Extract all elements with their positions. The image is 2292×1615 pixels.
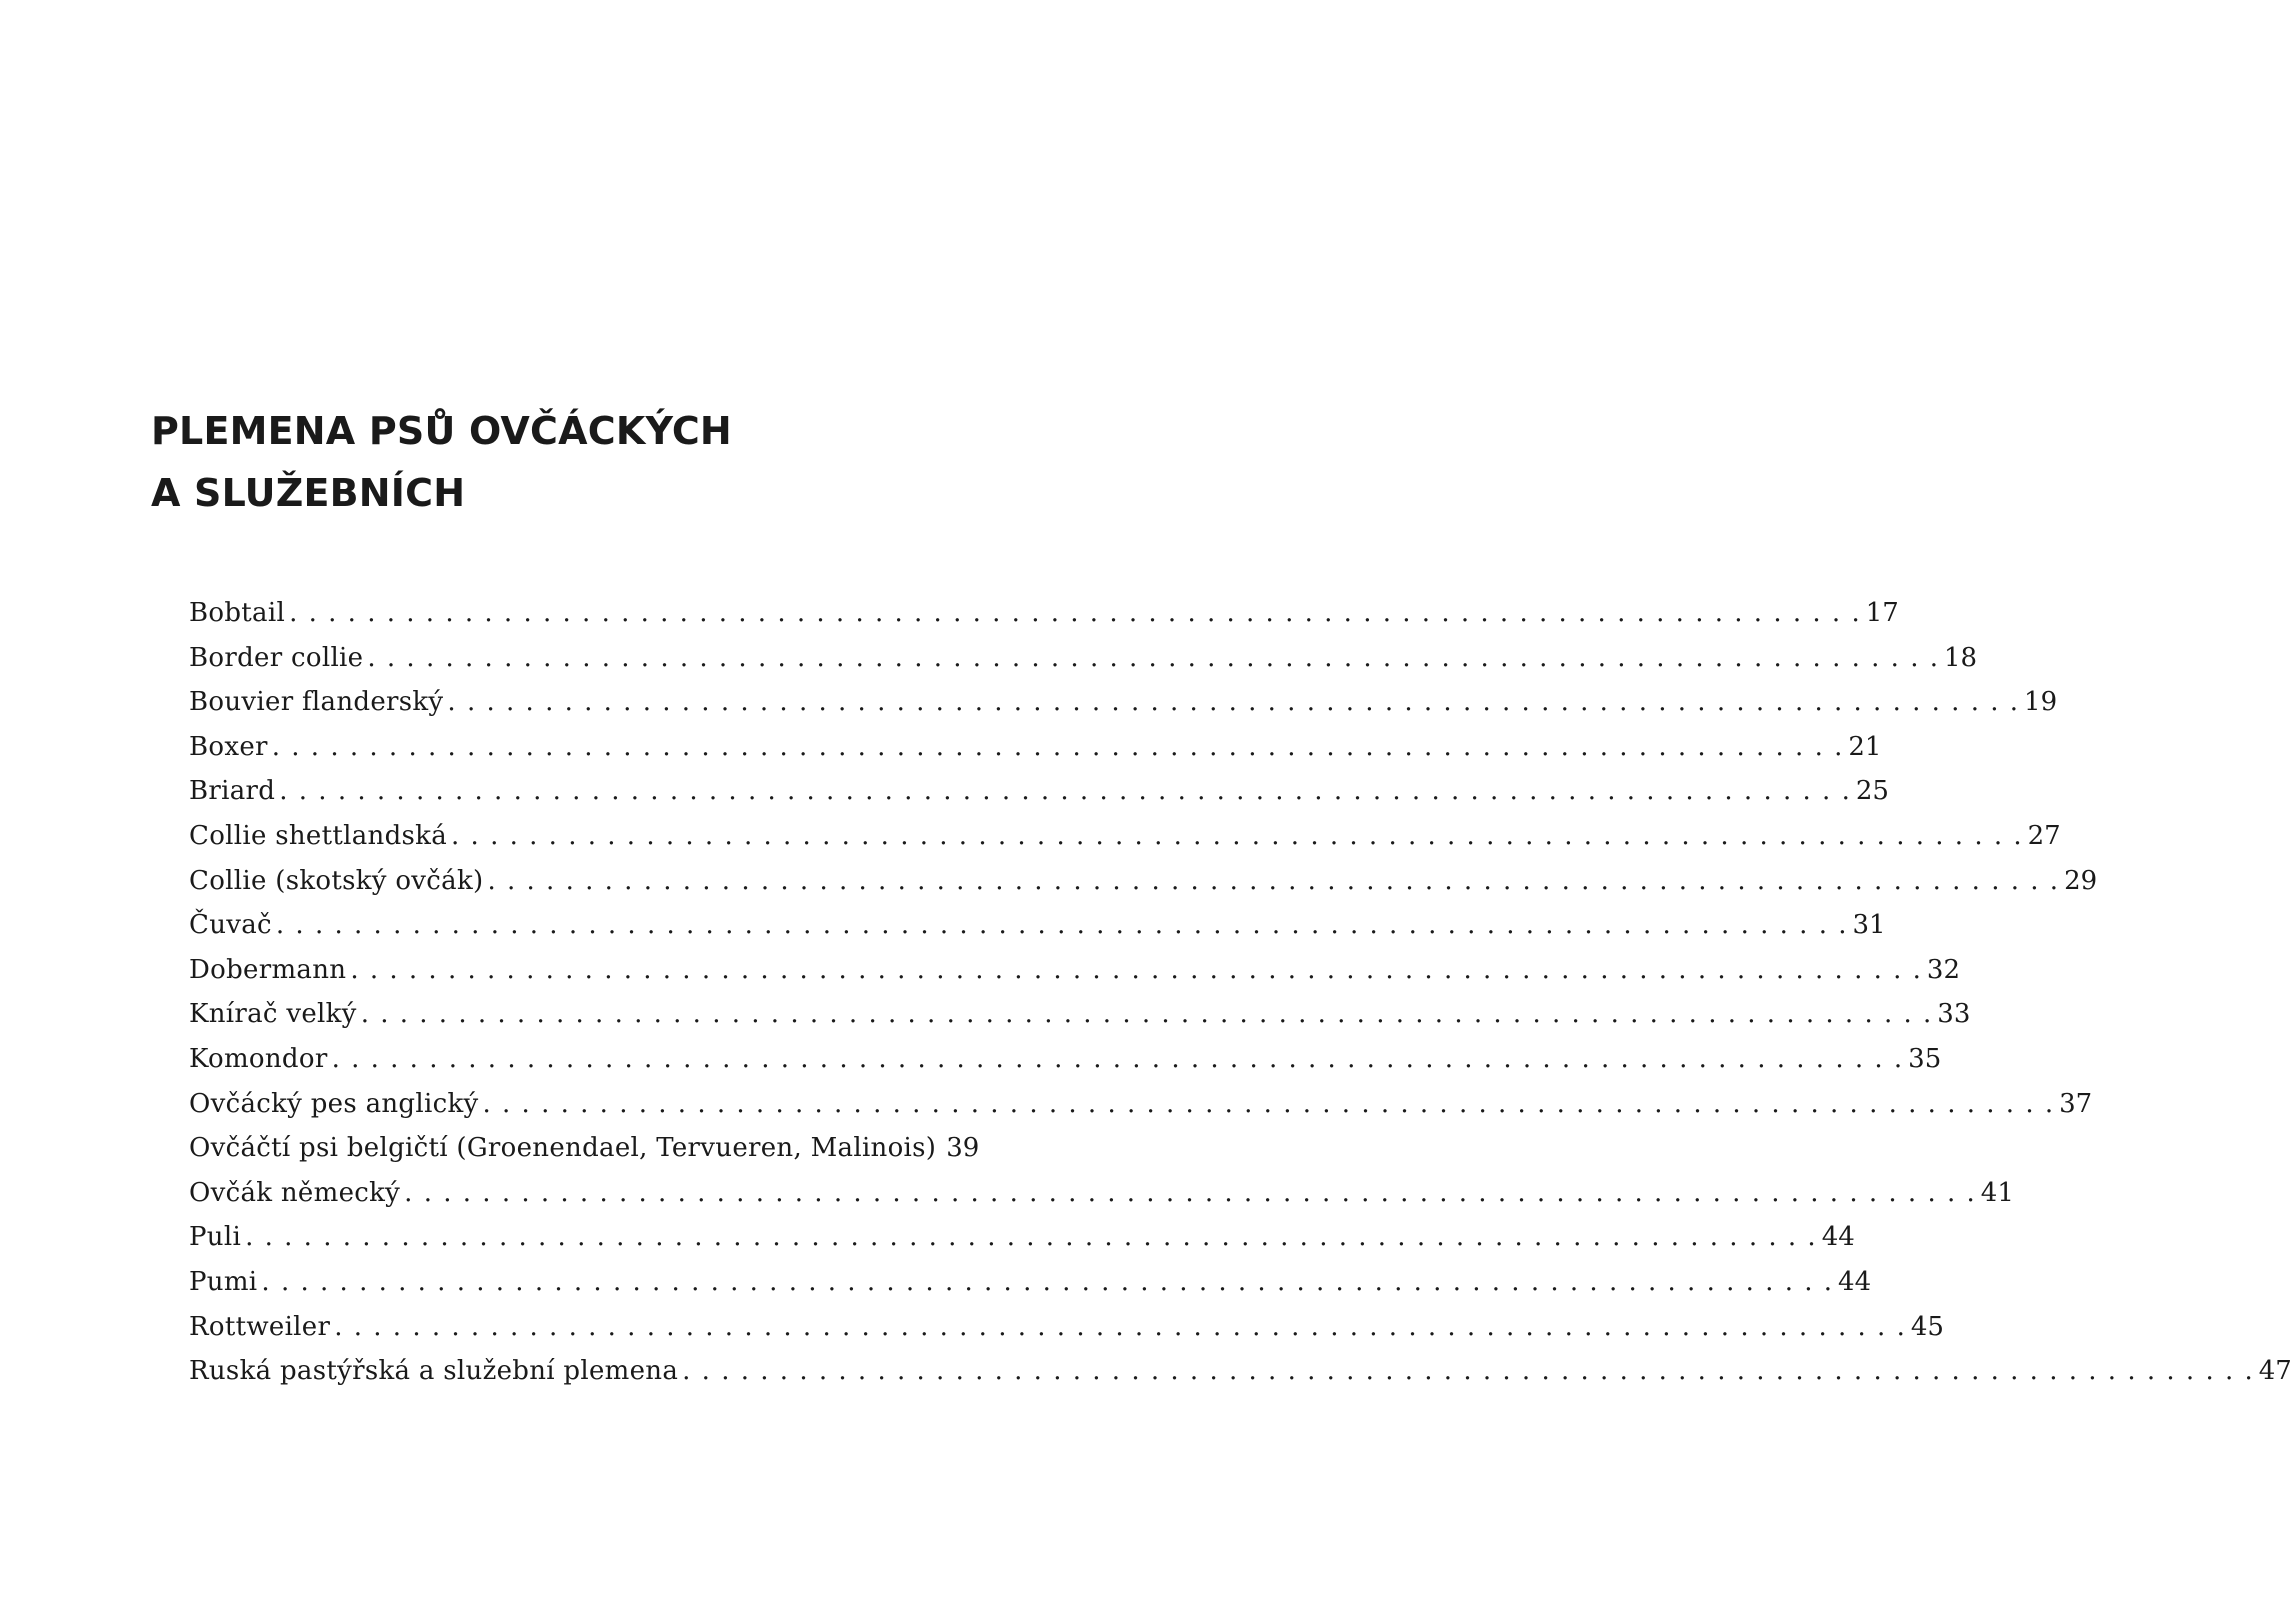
toc-page-number: 44 bbox=[1838, 1266, 1872, 1297]
toc-entry-name: Ovčák německý bbox=[189, 1177, 401, 1208]
toc-entry bbox=[189, 687, 2058, 732]
toc-entry-name: Bouvier flanderský bbox=[189, 687, 444, 718]
toc-dot-leader bbox=[272, 732, 1843, 762]
toc-dot-leader bbox=[245, 1222, 1816, 1252]
toc-entry bbox=[189, 1311, 1944, 1357]
toc-dot-leader bbox=[350, 955, 1921, 985]
toc-page-number: 44 bbox=[1821, 1222, 1855, 1253]
toc-page-number: 31 bbox=[1852, 910, 1886, 941]
toc-entry bbox=[189, 865, 2098, 911]
toc-page-number: 21 bbox=[1848, 731, 1882, 762]
toc-entry-name: Bobtail bbox=[189, 598, 286, 628]
toc-entry bbox=[189, 776, 1889, 821]
toc-entry bbox=[189, 642, 1978, 688]
toc-dot-leader bbox=[404, 1178, 1975, 1208]
chapter-title-line-2: A SLUŽEBNÍCH bbox=[151, 471, 466, 515]
toc-entry-name: Collie shettlandská bbox=[189, 820, 448, 851]
chapter-title-line-1: PLEMENA PSŮ OVČÁCKÝCH bbox=[151, 409, 732, 453]
toc-entry-name: Rottweiler bbox=[189, 1311, 331, 1342]
toc-page-number: 27 bbox=[2027, 820, 2061, 851]
toc-dot-leader bbox=[451, 821, 2022, 851]
toc-dot-leader bbox=[276, 910, 1847, 940]
toc-entry-name: Boxer bbox=[189, 731, 268, 762]
toc-entry-name: Komondor bbox=[189, 1043, 328, 1074]
toc-dot-leader bbox=[289, 598, 1860, 628]
toc-entry-name: Ruská pastýřská a služební plemena bbox=[189, 1356, 679, 1387]
toc-entry-name: Briard bbox=[189, 776, 276, 807]
toc-dot-leader bbox=[279, 776, 1850, 806]
toc-entry bbox=[189, 1356, 2292, 1401]
toc-entry bbox=[189, 1266, 1872, 1312]
toc-entry bbox=[189, 910, 1886, 955]
toc-entry-name: Border collie bbox=[189, 642, 364, 673]
toc-entry-name: Knírač velký bbox=[189, 999, 357, 1030]
toc-dot-leader bbox=[361, 999, 1932, 1029]
toc-page-number: 29 bbox=[2064, 865, 2098, 896]
toc-entry bbox=[189, 999, 1971, 1044]
toc-entry-name: Čuvač bbox=[189, 910, 272, 941]
toc-page-number: 33 bbox=[1937, 999, 1971, 1030]
toc-entry-name: Pumi bbox=[189, 1266, 258, 1297]
toc-dot-leader bbox=[261, 1267, 1832, 1297]
toc-page-number: 32 bbox=[1926, 954, 1961, 985]
toc-page-number: 18 bbox=[1943, 642, 1978, 673]
toc-page-number: 35 bbox=[1908, 1043, 1942, 1074]
toc-entry bbox=[189, 1043, 1942, 1089]
chapter-title bbox=[151, 400, 732, 524]
toc-dot-leader bbox=[487, 866, 2058, 896]
toc-dot-leader bbox=[447, 687, 2018, 717]
toc-page-number: 19 bbox=[2024, 687, 2058, 718]
toc-dot-leader bbox=[334, 1312, 1905, 1342]
toc-entry bbox=[189, 954, 1961, 1000]
toc-page-number: 41 bbox=[1980, 1177, 2014, 1208]
toc-entry bbox=[189, 731, 1882, 777]
toc-entry bbox=[189, 1133, 980, 1178]
toc-entry-name: Ovčácký pes anglický bbox=[189, 1088, 479, 1119]
toc-dot-leader bbox=[483, 1089, 2054, 1119]
toc-entry-name: Puli bbox=[189, 1222, 242, 1253]
toc-entry bbox=[189, 1088, 2093, 1134]
toc-dot-leader bbox=[682, 1356, 2253, 1386]
toc-entry bbox=[189, 1222, 1855, 1267]
toc-entry bbox=[189, 598, 1899, 643]
toc-page-number: 25 bbox=[1855, 776, 1889, 807]
toc-entry-name: Ovčáčtí psi belgičtí (Groenendael, Tervueren, Malinois) bbox=[189, 1133, 937, 1164]
toc-page-number: 47 bbox=[2258, 1356, 2292, 1387]
toc-entry bbox=[189, 1177, 2014, 1223]
table-of-contents bbox=[189, 598, 2292, 1401]
toc-page-number: 17 bbox=[1865, 598, 1899, 628]
toc-entry-name: Collie (skotský ovčák) bbox=[189, 865, 484, 896]
toc-page-number: 45 bbox=[1910, 1311, 1944, 1342]
toc-page-number: 39 bbox=[946, 1133, 980, 1164]
toc-dot-leader bbox=[367, 643, 1938, 673]
toc-entry bbox=[189, 820, 2061, 866]
toc-entry-name: Dobermann bbox=[189, 954, 347, 985]
toc-page-number: 37 bbox=[2059, 1088, 2093, 1119]
toc-dot-leader bbox=[332, 1044, 1903, 1074]
